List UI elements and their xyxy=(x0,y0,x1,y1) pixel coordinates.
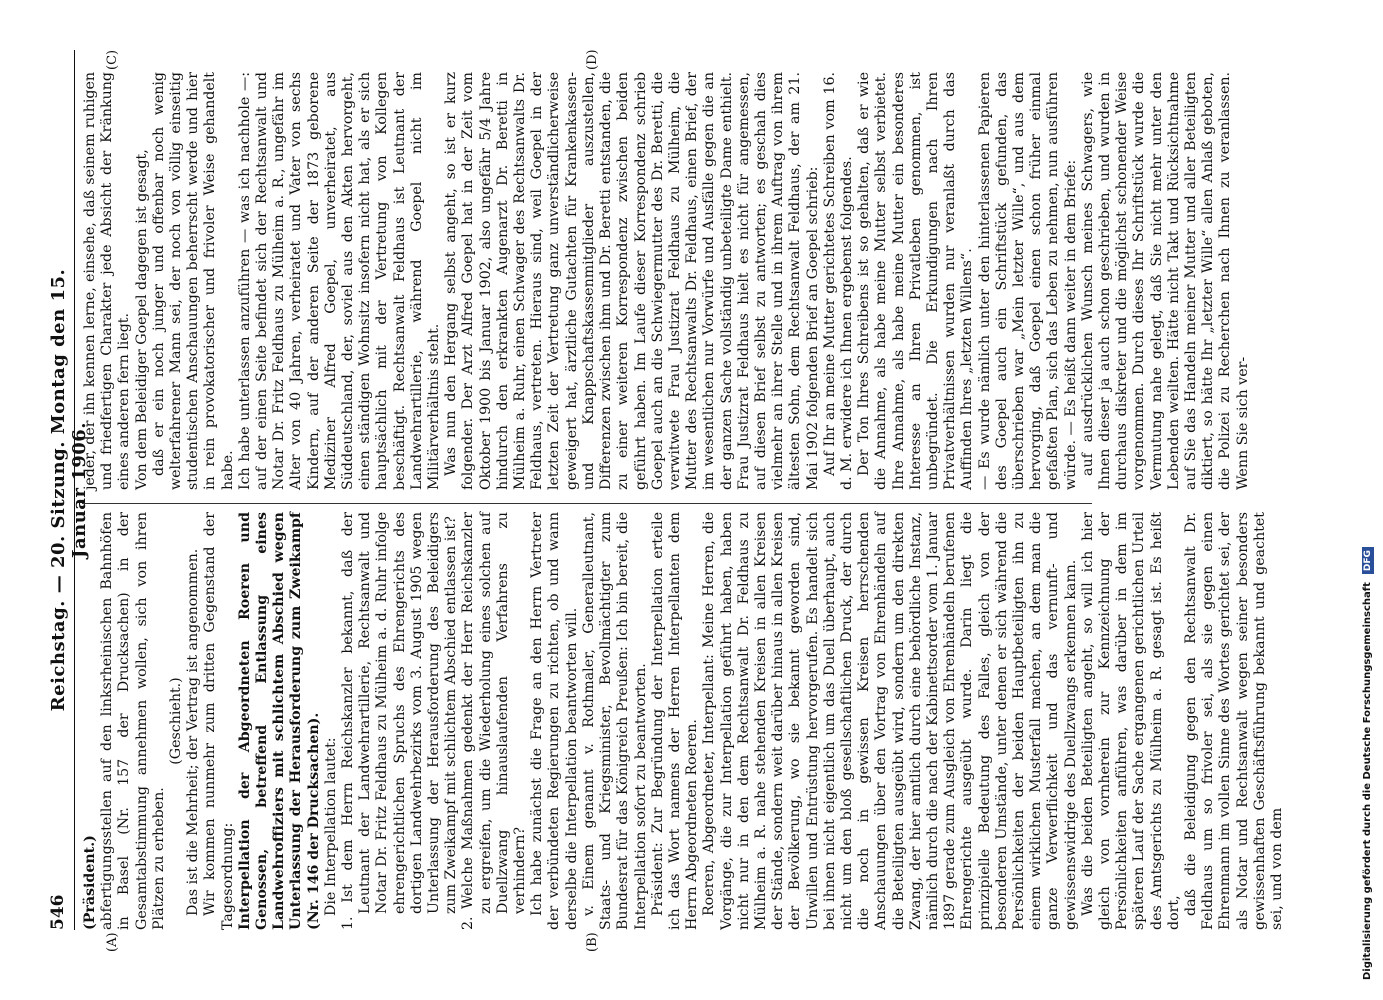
margin-mark-a: (A) xyxy=(105,932,120,952)
col2-paragraph: — Es wurde nämlich unter den hinterlassenen Papieren des Goepel auch ein Schriftstück gefunden, das überschrieben war „Mein letzter Wille“, und aus dem hervorging, daß Goepel einen schon früher einmal gefaßten Plan, sich das Leben zu nehmen, nun ausführen würde. — Es heißt dann weiter in dem Briefe: xyxy=(976,72,1079,490)
col2-paragraph: daß er ein noch junger und offenbar noch wenig welterfahrener Mann sei, der noch von völlig einseitig studentischen Anschauungen beherrscht werde und hier in rein provokatorischer und frivoler Weise gehandelt habe. xyxy=(150,72,236,490)
col2-paragraph: Was nun den Hergang selbst angeht, so ist er kurz folgender. Der Arzt Alfred Goepel hat in der Zeit vom Oktober 1900 bis Januar 1902, also ungefähr 5/4 Jahre hindurch den erkrankten Augenarzt Dr. Beretti in Mülheim a. Ruhr, einen Schwager des Rechtsanwalts Dr. Feldhaus, vertreten. Hieraus sind, weil Goepel in der letzten Zeit der Vertretung ganz unverständlicherweise geweigert hat, ärztliche Gutachten für Krankenkassen- und Knappschaftskassenmitglieder auszustellen, Differenzen zwischen ihm und Dr. Beretti entstanden, die zu einer weiteren Korrespondenz zwischen beiden geführt haben. Im Laufe dieser Korrespondenz schrieb Goepel auch an die Schwiegermutter des Dr. Beretti, die verwitwete Frau Justizrat Feldhaus zu Mülheim, die Mutter des Rechtsanwalts Dr. Feldhaus, einen Brief, der im wesentlichen nur Vorwürfe und Ausfälle gegen die an der ganzen Sache vollständig unbeteiligte Dame enthielt. Frau Justizrat Feldhaus hielt es nicht für angemessen, auf diesen Brief selbst zu antworten; es geschah dies vielmehr an ihrer Stelle und in ihrem Auftrag von ihrem ältesten Sohn, dem Rechtsanwalt Feldhaus, der am 21. Mai 1902 folgenden Brief an Goepel schrieb: xyxy=(443,72,821,490)
col2-paragraph: auf ausdrücklichen Wunsch meines Schwagers, wie Ihnen dieser ja auch schon geschrieben, und wurden in durchaus diskreter und die möglichst schonender Weise vorgenommen. Durch dieses Ihr Schriftstück wurde die Vermutung nahe gelegt, daß Sie nicht mehr unter den Lebenden weilten. Hätte nicht Takt und Rücksichtnahme auf Sie das Handeln meiner Mutter und aller Beteiligten diktiert, so hätte Ihr „letzter Wille“ allen Anlaß geboten, die Polizei zu Recherchen nach Ihnen zu veranlassen. Wenn Sie sich ver- xyxy=(1079,72,1251,490)
text-column-right xyxy=(82,72,1251,490)
col1-paragraph: Präsident: Zur Begründung der Interpellation erteile ich das Wort namens der Herren Interpellanten dem Herrn Abgeordneten Roeren. xyxy=(649,512,701,930)
col2-paragraph: Ich habe unterlassen anzuführen — was ich nachhole —: auf der einen Seite befindet sich der Rechtsanwalt und Notar Dr. Fritz Feldhaus zu Mülheim a. R., ungefähr im Alter von 40 Jahren, verheiratet und Vater von sechs Kindern, auf der anderen Seite der 1873 geborene Mediziner Alfred Goepel, unverheiratet, aus Süddeutschland, der, soviel aus den Akten hervorgeht, einen ständigen Wohnsitz insofern nicht hat, als er sich hauptsächlich mit der Vertretung von Kollegen beschäftigt. Rechtsanwalt Feldhaus ist Leutnant der Landwehrartillerie, während Goepel nicht im Militärverhältnis steht. xyxy=(236,72,443,490)
col1-paragraph: v. Einem genannt v. Rothmaler, Generalleutnant, Staats- und Kriegsminister, Bevollmächtigter zum Bundesrat für das Königreich Preußen: Ich bin bereit, die Interpellation sofort zu beantworten. xyxy=(580,512,649,930)
col1-paragraph: 2. Welche Maßnahmen gedenkt der Herr Reichskanzler zu ergreifen, um die Wiederholung eines solchen auf Duellzwang hinauslaufenden Verfahrens zu verhindern? xyxy=(460,512,529,930)
col1-paragraph: Die Interpellation lautet: xyxy=(322,737,339,916)
digitization-credit xyxy=(1357,0,1379,980)
col1-paragraph: (Präsident.) xyxy=(82,835,98,930)
margin-mark-d: (D) xyxy=(585,49,600,70)
column-divider xyxy=(82,503,1092,504)
text-column-left xyxy=(82,512,1286,930)
credit-text: Digitalisierung gefördert durch die Deutsche Forschungsgemeinschaft xyxy=(1362,582,1373,980)
col1-paragraph: abfertigungsstellen auf den linksrheinischen Bahnhöfen in Basel (Nr. 157 der Drucksachen) in der Gesamtabstimmung annehmen wollen, sich von ihren Plätzen zu erheben. xyxy=(99,512,167,930)
col2-paragraph: Von dem Beleidiger Goepel dagegen ist gesagt, xyxy=(133,149,150,490)
col2-paragraph: Der Ton Ihres Schreibens ist so gehalten, daß er wie die Annahme, als habe meine Mutter selbst verbietet. Ihre Annahme, als habe meine Mutter ein besonderes Interesse an Ihren Privatleben genommen, ist unbegründet. Die Erkundigungen nach Ihren Privatverhältnissen wurden nur veranlaßt durch das Auffinden Ihres „letzten Willens“. xyxy=(856,72,976,490)
col1-paragraph: Was die beiden Beteiligten angeht, so will ich hier gleich von vornherein zur Kennzeichnung der Persönlichkeiten anführen, was darüber in dem im späteren Lauf der Sache ergangenen gerichtlichen Urteil des Amtsgerichts zu Mülheim a. R. gesagt ist. Es heißt dort, xyxy=(1079,512,1182,930)
col1-paragraph: 1. Ist dem Herrn Reichskanzler bekannt, daß der Leutnant der Landwehrartillerie, Rechtsanwalt und Notar Dr. Fritz Feldhaus zu Mülheim a. d. Ruhr infolge ehrengerichtlichen Spruchs des Ehrengerichts des dortigen Landwehrbezirks vom 3. August 1905 wegen Unterlassung der Herausforderung des Beleidigers zum Zweikampf mit schlichtem Abschied entlassen ist? xyxy=(340,512,460,930)
col1-paragraph: (Geschieht.) xyxy=(168,677,185,765)
col1-paragraph: Wir kommen nunmehr zum dritten Gegenstand der Tagesordnung: xyxy=(202,512,236,930)
page-number: 546 xyxy=(48,894,68,930)
margin-mark-c: (C) xyxy=(105,49,120,70)
col1-paragraph: Das ist die Mehrheit; der Vertrag ist angenommen. xyxy=(185,548,202,916)
running-head: Reichstag. — 20. Sitzung. Montag den 15. Januar 1906. xyxy=(48,268,90,712)
col2-paragraph: Auf Ihr an meine Mutter gerichtetes Schreiben vom 16. d. M. erwidere ich Ihnen ergebenst folgendes. xyxy=(821,72,855,490)
col1-paragraph: Roeren, Abgeordneter, Interpellant: Meine Herren, die Vorgänge, die zur Interpellation geführt haben, haben nicht nur in den dem Rechtsanwalt Dr. Feldhaus zu Mülheim a. R. nahe stehenden Kreisen in allen Kreisen der Stände, sondern weit darüber hinaus in allen Kreisen der Bevölkerung, wo sie bekannt geworden sind, Unwillen und Entrüstung hervorgerufen. Es handelt sich bei ihnen nicht eigentlich um das Duell überhaupt, auch nicht um den bloß gesellschaftlichen Druck, der durch die noch in gewissen Kreisen herrschenden Anschauungen über den Vortrag von Ehrenhändeln auf die Beteiligten ausgeübt wird, sondern um den direkten Zwang, der hier amtlich durch eine behördliche Instanz, nämlich durch die nach der Kabinettsorder vom 1. Januar 1897 gerade zum Ausgleich von Ehrenhändeln berufenen Ehrengerichte ausgeübt wurde. Darin liegt die prinzipielle Bedeutung des Falles, gleich von der besonderen Umstände, unter denen er sich während die Persönlichkeiten der beiden Hauptbeteiligten ihn zu einem wirklichen Musterfall machen, an dem man die ganze Verwerflichkeit und das vernunft- und gewissenswidrige des Duellzwangs erkennen kann. xyxy=(701,512,1079,930)
col1-paragraph: Interpellation der Abgeordneten Roeren und Genossen, betreffend Entlassung eines Landwehroffiziers mit schlichtem Abschied wegen Unterlassung der Herausforderung zum Zweikampf (Nr. 146 der Drucksachen). xyxy=(236,512,322,930)
col2-paragraph: jeder, der ihn kennen lerne, einsehe, daß seinem ruhigen und friedfertigen Charakter jede Absicht der Kränkung eines anderen fern liegt. xyxy=(82,72,133,490)
col1-paragraph: daß die Beleidigung gegen den Rechtsanwalt Dr. Feldhaus um so frivoler sei, als sie gegen einen Ehrenmann im vollen Sinne des Wortes gerichtet sei, der als Notar und Rechtsanwalt wegen seiner besonders gewissenhaften Geschäftsführung bekannt und geachtet sei, und von dem xyxy=(1183,512,1286,930)
margin-mark-b: (B) xyxy=(585,932,600,952)
col1-paragraph: Ich habe zunächst die Frage an den Herrn Vertreter der verbündeten Regierungen zu richten, ob und wann derselbe die Interpellation beantworten will. xyxy=(529,512,580,930)
dfg-logo: DFG xyxy=(1362,547,1374,574)
